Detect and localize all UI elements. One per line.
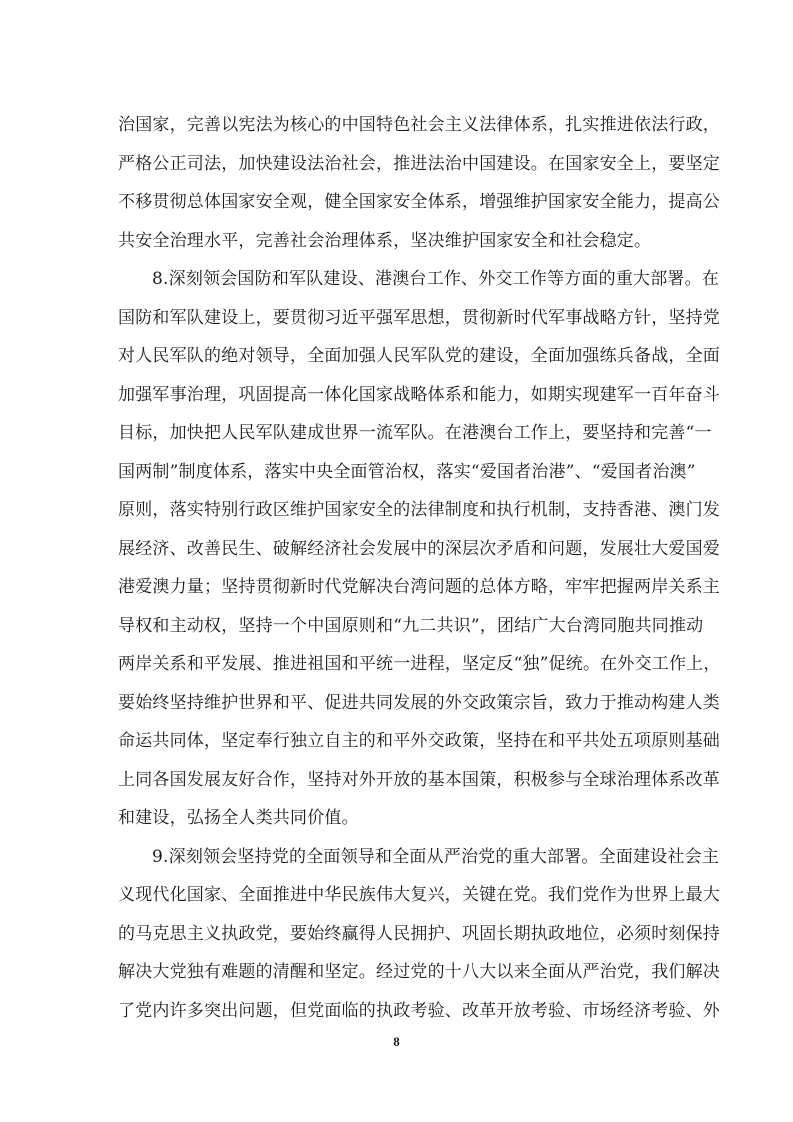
text-line: 和建设，弘扬全人类共同价值。 bbox=[118, 808, 359, 828]
text-line: 对人民军队的绝对领导，全面加强人民军队党的建设，全面加强练兵备战，全面 bbox=[118, 346, 720, 366]
text-line: 上同各国发展友好合作，坚持对外开放的基本国策，积极参与全球治理体系改革 bbox=[118, 769, 720, 790]
text-line: 的马克思主义执政党，要始终赢得人民拥护、巩固长期执政地位，必须时刻保持 bbox=[118, 923, 720, 944]
text-line: 原则，落实特别行政区维护国家安全的法律制度和执行机制，支持香港、澳门发 bbox=[118, 500, 720, 520]
text-line: 两岸关系和平发展、推进祖国和平统一进程，坚定反“独”促统。在外交工作上， bbox=[118, 654, 721, 674]
text-line: 国防和军队建设上，要贯彻习近平强军思想，贯彻新时代军事战略方针，坚持党 bbox=[118, 307, 720, 328]
text-line: 严格公正司法，加快建设法治社会，推进法治中国建设。在国家安全上，要坚定 bbox=[118, 153, 720, 174]
paragraph-first-line: 8.深刻领会国防和军队建设、港澳台工作、外交工作等方面的重大部署。在 bbox=[152, 269, 720, 289]
text-line: 命运共同体，坚定奉行独立自主的和平外交政策，坚持在和平共处五项原则基础 bbox=[118, 731, 720, 751]
text-line: 治国家，完善以宪法为核心的中国特色社会主义法律体系，扎实推进依法行政， bbox=[118, 115, 720, 135]
text-line: 了党内许多突出问题，但党面临的执政考验、改革开放考验、市场经济考验、外 bbox=[118, 1000, 720, 1021]
text-line: 目标，加快把人民军队建成世界一流军队。在港澳台工作上，要坚持和完善“一 bbox=[118, 423, 712, 443]
text-line: 展经济、改善民生、破解经济社会发展中的深层次矛盾和问题，发展壮大爱国爱 bbox=[118, 538, 720, 559]
document-body bbox=[118, 106, 721, 1030]
text-line: 加强军事治理，巩固提高一体化国家战略体系和能力，如期实现建军一百年奋斗 bbox=[118, 384, 720, 405]
page-number: 8 bbox=[393, 1034, 400, 1049]
text-line: 国两制”制度体系，落实中央全面管治权，落实“爱国者治港”、“爱国者治澳” bbox=[118, 461, 696, 482]
text-line: 义现代化国家、全面推进中华民族伟大复兴，关键在党。我们党作为世界上最大 bbox=[118, 885, 720, 905]
text-line: 导权和主动权，坚持一个中国原则和“九二共识”，团结广大台湾同胞共同推动 bbox=[118, 615, 704, 636]
text-line: 港爱澳力量；坚持贯彻新时代党解决台湾问题的总体方略，牢牢把握两岸关系主 bbox=[118, 577, 720, 597]
text-line: 解决大党独有难题的清醒和坚定。经过党的十八大以来全面从严治党，我们解决 bbox=[118, 962, 720, 982]
paragraph-first-line: 9.深刻领会坚持党的全面领导和全面从严治党的重大部署。全面建设社会主 bbox=[152, 846, 720, 867]
text-line: 要始终坚持维护世界和平、促进共同发展的外交政策宗旨，致力于推动构建人类 bbox=[118, 692, 720, 713]
text-line: 共安全治理水平，完善社会治理体系，坚决维护国家安全和社会稳定。 bbox=[118, 230, 652, 251]
text-line: 不移贯彻总体国家安全观，健全国家安全体系，增强维护国家安全能力，提高公 bbox=[118, 192, 720, 212]
